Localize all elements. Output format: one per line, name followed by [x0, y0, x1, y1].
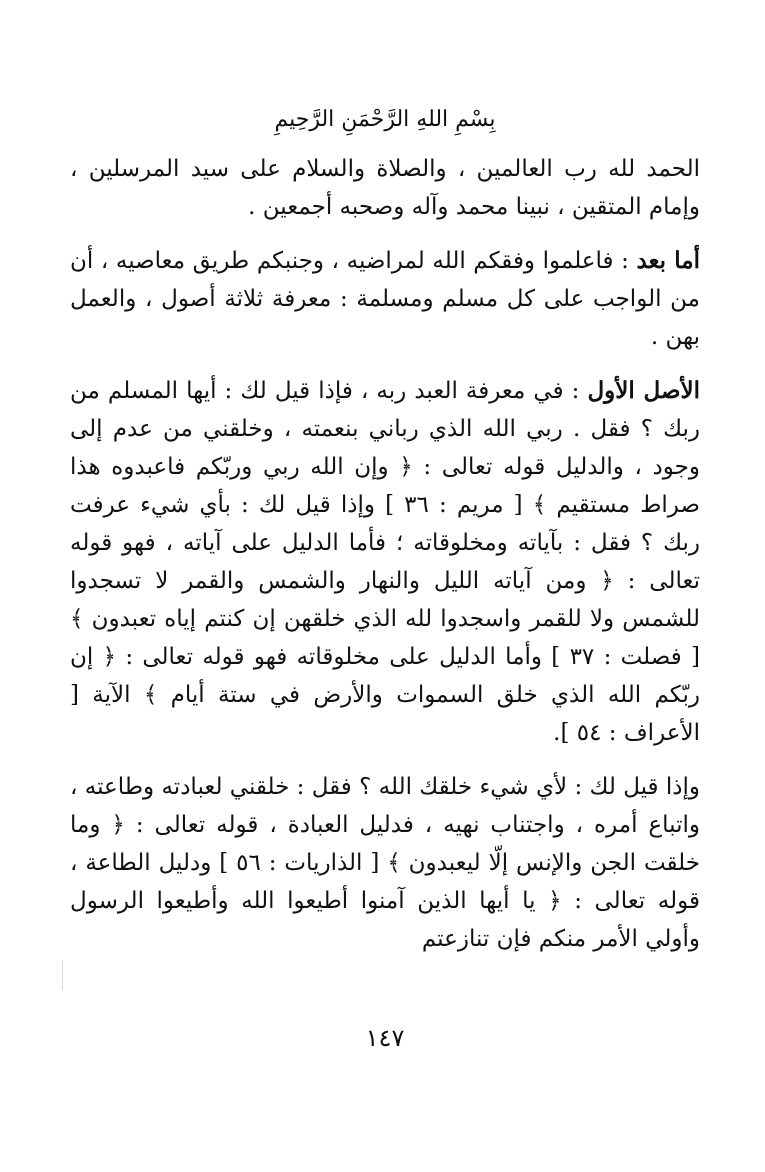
paragraph-first-principle-text: : في معرفة العبد ربه ، فإذا قيل لك : أيها المسلم من ربك ؟ فقل . ربي الله الذي رباني بنعمته ، وخلقني من عدم إلى وجود ، والدليل قوله تعالى : ﴿ وإن الله ربي وربّكم فاعبدوه هذا صراط مستقيم ﴾ [ مريم : ٣٦ ] وإذا قيل لك : بأي شيء عرفت ربك ؟ فقل : بآياته ومخلوقاته ؛ فأما الدليل على آياته ، فهو قوله تعالى : ﴿ ومن آياته الليل والنهار والشمس والقمر لا تسجدوا للشمس ولا للقمر واسجدوا لله الذي خلقهن إن كنتم إياه تعبدون ﴾ [ فصلت : ٣٧ ] وأما الدليل على مخلوقاته فهو قوله تعالى : ﴿ إن ربّكم الله الذي خلق السموات والأرض في ستة أيام ﴾ الآية [ الأعراف : ٥٤ ]. — [70, 378, 701, 746]
paragraph-opening-text: الحمد لله رب العالمين ، والصلاة والسلام على سيد المرسلين ، وإمام المتقين ، نبينا محمد وآله وصحبه أجمعين . — [70, 156, 700, 220]
paragraph-purpose-of-creation-text: وإذا قيل لك : لأي شيء خلقك الله ؟ فقل : خلقني لعبادته وطاعته ، واتباع أمره ، واجتناب نهيه ، فدليل العبادة ، قوله تعالى : ﴿ وما خلقت الجن والإنس إلّا ليعبدون ﴾ [ الذاريات : ٥٦ ] ودليل الطاعة ، قوله تعالى : ﴿ يا أيها الذين آمنوا أطيعوا الله وأطيعوا الرسول وأولي الأمر منكم فإن تنازعتم — [70, 774, 701, 952]
page-edge-mark — [62, 960, 63, 990]
paragraph-amma-bad-lead: أما بعد — [636, 247, 700, 274]
page-number: ١٤٧ — [365, 1024, 405, 1052]
basmala-heading: بِسْمِ اللهِ الرَّحْمَنِ الرَّحِيمِ — [274, 107, 496, 132]
paragraph-amma-bad-text: : فاعلموا وفقكم الله لمراضيه ، وجنبكم طريق معاصيه ، أن من الواجب على كل مسلم ومسلمة : معرفة ثلاثة أصول ، والعمل بهن . — [70, 248, 700, 350]
paragraph-purpose-of-creation — [70, 768, 700, 958]
paragraph-amma-bad — [70, 242, 700, 356]
paragraph-first-principle — [70, 372, 700, 752]
book-page — [70, 96, 700, 1136]
paragraph-first-principle-lead: الأصل الأول — [587, 377, 700, 404]
paragraph-opening — [70, 150, 700, 226]
